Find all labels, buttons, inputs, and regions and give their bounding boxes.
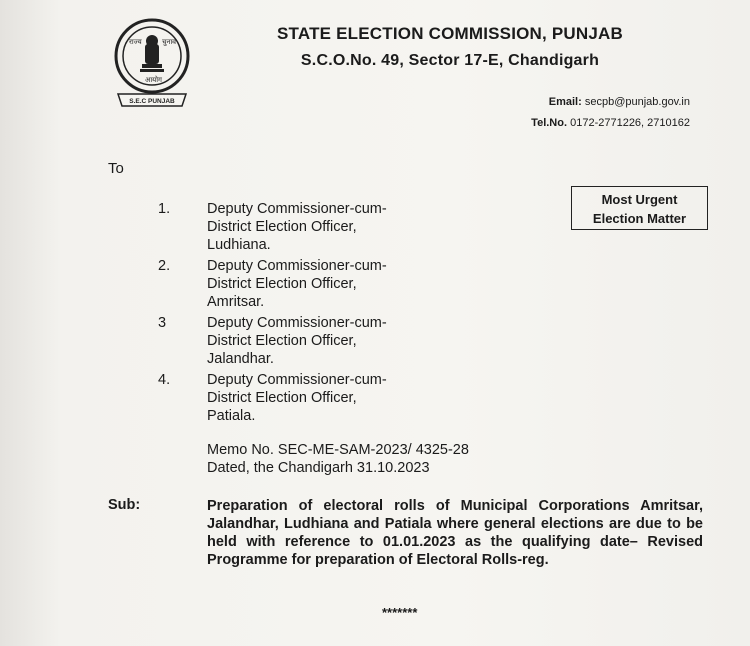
addressee-number: 3 [158, 315, 167, 331]
emblem-text-bottom: आयोग [145, 76, 162, 84]
separator: ******* [382, 605, 418, 620]
addressee-line-2: District Election Officer, [207, 219, 357, 235]
emblem-text-left: राज्य [129, 38, 142, 46]
emblem-text-right: चुनाव [162, 38, 177, 46]
email-line [549, 96, 690, 108]
memo-date: Dated, the Chandigarh 31.10.2023 [207, 460, 430, 476]
addressee-number: 4. [158, 372, 171, 388]
subject-label: Sub: [108, 497, 141, 513]
addressee-number: 1. [158, 201, 171, 217]
addressee-line-2: District Election Officer, [207, 390, 357, 406]
commission-address: S.C.O.No. 49, Sector 17-E, Chandigarh [300, 52, 600, 69]
urgent-badge [571, 186, 708, 230]
tel-line [531, 117, 690, 129]
addressee-number: 2. [158, 258, 171, 274]
addressee-line-3: Patiala. [207, 408, 256, 424]
urgent-line-2: Election Matter [592, 211, 687, 226]
subject-text: Preparation of electoral rolls of Municipal Corporations Amritsar, Jalandhar, Ludhiana and Patiala where general elections are due to be held with reference to 01.01.2023 as the qualifying date– Revised Programme for preparation of Electoral Rolls-reg. [207, 498, 703, 568]
addressee-line-1: Deputy Commissioner-cum- [207, 372, 387, 388]
email-value: secpb@punjab.gov.in [584, 96, 690, 108]
to-label: To [108, 160, 124, 177]
commission-emblem-icon [112, 14, 192, 112]
commission-title: STATE ELECTION COMMISSION, PUNJAB [277, 24, 623, 43]
tel-value: 0172-2771226, 2710162 [570, 117, 690, 129]
emblem-ribbon: S.E.C PUNJAB [129, 98, 175, 105]
email-label: Email: [548, 96, 582, 108]
tel-label: Tel.No. [531, 117, 568, 129]
addressee-line-1: Deputy Commissioner-cum- [207, 201, 387, 217]
addressee-line-1: Deputy Commissioner-cum- [207, 258, 387, 274]
addressee-line-3: Amritsar. [207, 294, 265, 310]
addressee-line-1: Deputy Commissioner-cum- [207, 315, 387, 331]
addressee-line-2: District Election Officer, [207, 276, 357, 292]
memo-number: Memo No. SEC-ME-SAM-2023/ 4325-28 [207, 442, 469, 458]
addressee-line-3: Jalandhar. [207, 351, 274, 367]
addressee-line-2: District Election Officer, [207, 333, 357, 349]
urgent-line-1: Most Urgent [601, 192, 678, 207]
addressee-line-3: Ludhiana. [207, 237, 271, 253]
